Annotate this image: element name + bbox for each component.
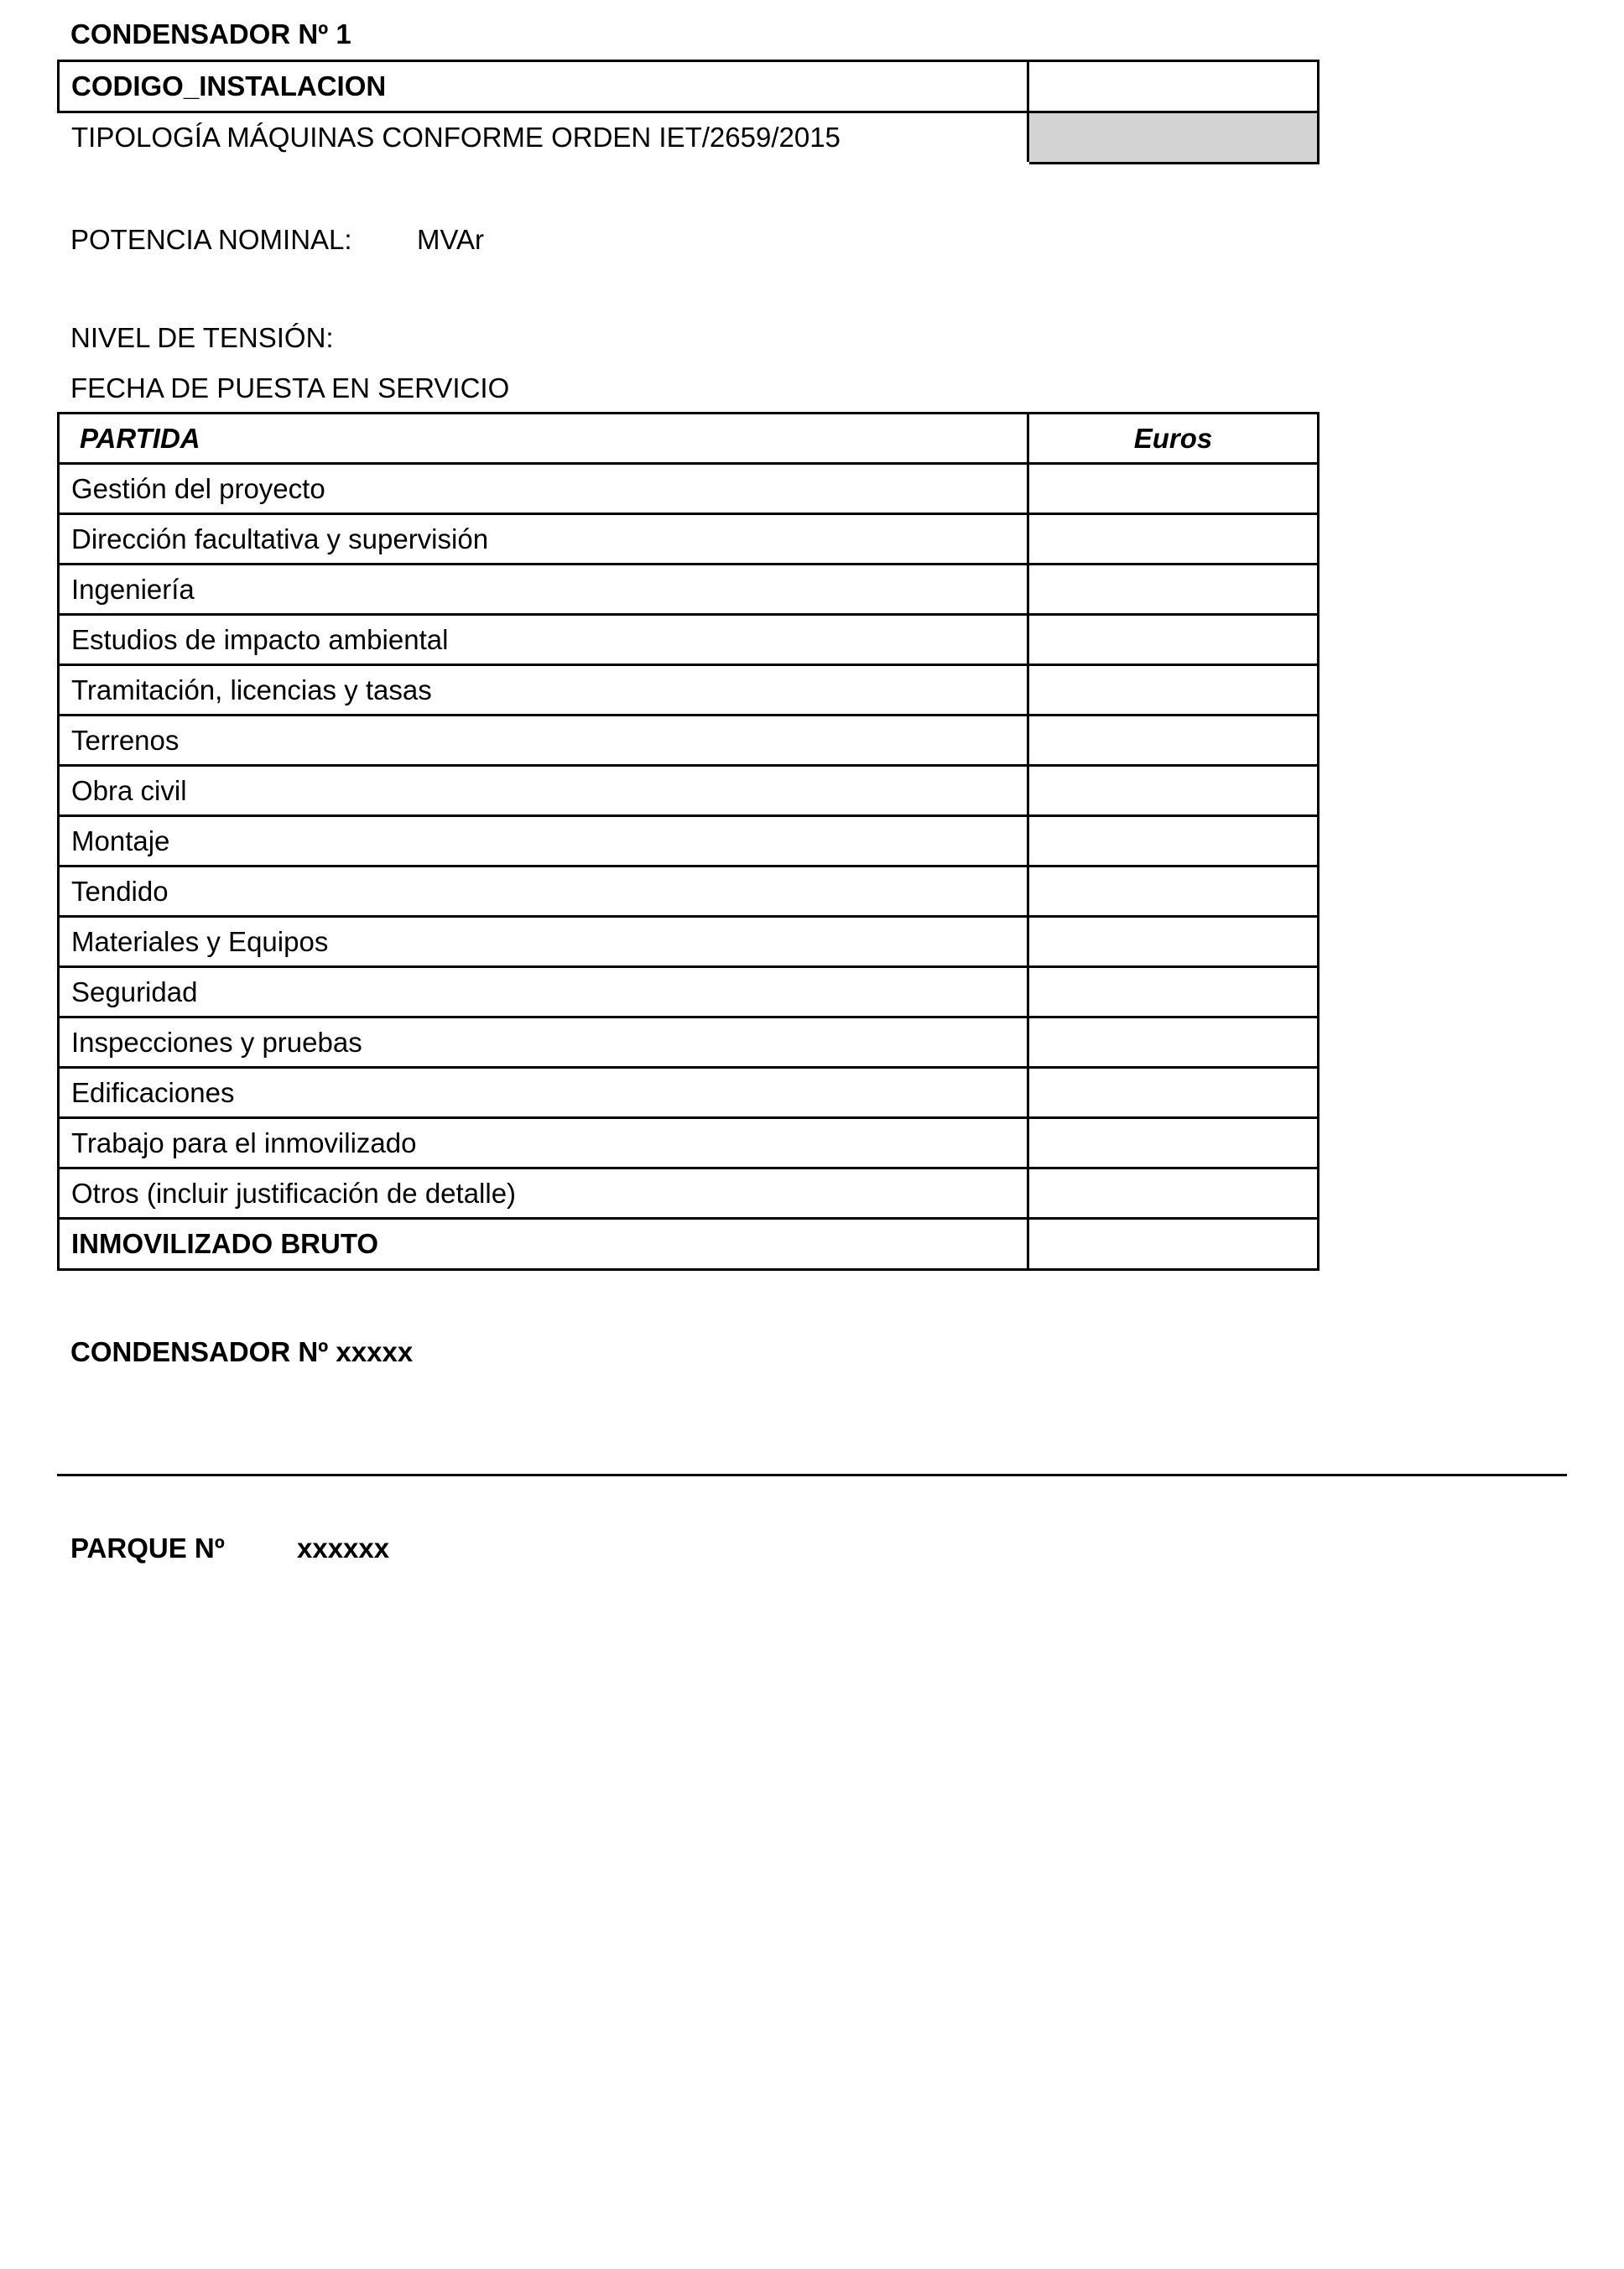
table-row: [59, 1017, 1319, 1068]
row-item-label: Tramitación, licencias y tasas: [59, 665, 1028, 716]
table-row: [59, 565, 1319, 615]
row-amount-cell[interactable]: [1028, 1017, 1319, 1068]
voltage-level-label: NIVEL DE TENSIÓN:: [70, 322, 334, 353]
column-header-amount: Euros: [1028, 414, 1319, 464]
row-amount-cell[interactable]: [1028, 1068, 1319, 1118]
row-item-label: Estudios de impacto ambiental: [59, 615, 1028, 665]
row-amount-cell[interactable]: [1028, 665, 1319, 716]
row-item-label: Seguridad: [59, 967, 1028, 1017]
typology-label: TIPOLOGÍA MÁQUINAS CONFORME ORDEN IET/2659/2015: [59, 112, 1028, 164]
row-item-label: Montaje: [59, 816, 1028, 866]
row-amount-cell[interactable]: [1028, 464, 1319, 514]
table-row: [59, 1118, 1319, 1168]
table-row: [59, 665, 1319, 716]
table-row: [59, 464, 1319, 514]
row-item-label: Edificaciones: [59, 1068, 1028, 1118]
row-item-label: Trabajo para el inmovilizado: [59, 1118, 1028, 1168]
typology-value[interactable]: [1028, 112, 1319, 164]
park-value: xxxxxx: [297, 1533, 390, 1564]
table-row: [59, 1068, 1319, 1118]
nominal-power-label: POTENCIA NOMINAL:: [70, 224, 352, 255]
row-amount-cell[interactable]: [1028, 716, 1319, 766]
table-row: [59, 1168, 1319, 1219]
table-row: [59, 917, 1319, 967]
row-amount-cell[interactable]: [1028, 967, 1319, 1017]
cost-breakdown-table: [57, 412, 1320, 1271]
row-amount-cell[interactable]: [1028, 866, 1319, 917]
installation-code-row: [59, 61, 1319, 112]
table-row: [59, 816, 1319, 866]
row-amount-cell[interactable]: [1028, 917, 1319, 967]
row-item-label: Dirección facultativa y supervisión: [59, 514, 1028, 565]
section-divider: [57, 1474, 1567, 1476]
row-amount-cell[interactable]: [1028, 565, 1319, 615]
table-row: [59, 716, 1319, 766]
column-header-item: PARTIDA: [59, 414, 1028, 464]
table-row: [59, 766, 1319, 816]
total-amount-cell[interactable]: [1028, 1219, 1319, 1270]
installation-header-table: [57, 60, 1320, 164]
row-amount-cell[interactable]: [1028, 514, 1319, 565]
park-label: PARQUE Nº: [70, 1533, 225, 1564]
condenser-title: CONDENSADOR Nº 1: [70, 18, 351, 49]
installation-code-label: CODIGO_INSTALACION: [59, 61, 1028, 112]
row-amount-cell[interactable]: [1028, 766, 1319, 816]
row-item-label: Otros (incluir justificación de detalle): [59, 1168, 1028, 1219]
row-item-label: Terrenos: [59, 716, 1028, 766]
row-amount-cell[interactable]: [1028, 1118, 1319, 1168]
next-condenser-title: CONDENSADOR Nº xxxxx: [70, 1336, 414, 1367]
commissioning-date-label: FECHA DE PUESTA EN SERVICIO: [70, 372, 510, 403]
nominal-power-unit: MVAr: [417, 224, 485, 255]
row-amount-cell[interactable]: [1028, 1168, 1319, 1219]
row-item-label: Gestión del proyecto: [59, 464, 1028, 514]
typology-row: [59, 112, 1319, 164]
row-item-label: Obra civil: [59, 766, 1028, 816]
row-item-label: Materiales y Equipos: [59, 917, 1028, 967]
row-item-label: Ingeniería: [59, 565, 1028, 615]
table-row: [59, 514, 1319, 565]
row-item-label: Inspecciones y pruebas: [59, 1017, 1028, 1068]
total-row: [59, 1219, 1319, 1270]
row-amount-cell[interactable]: [1028, 615, 1319, 665]
table-row: [59, 615, 1319, 665]
total-label: INMOVILIZADO BRUTO: [59, 1219, 1028, 1270]
cost-table-header-row: [59, 414, 1319, 464]
row-item-label: Tendido: [59, 866, 1028, 917]
installation-code-value[interactable]: [1028, 61, 1319, 112]
table-row: [59, 866, 1319, 917]
row-amount-cell[interactable]: [1028, 816, 1319, 866]
table-row: [59, 967, 1319, 1017]
